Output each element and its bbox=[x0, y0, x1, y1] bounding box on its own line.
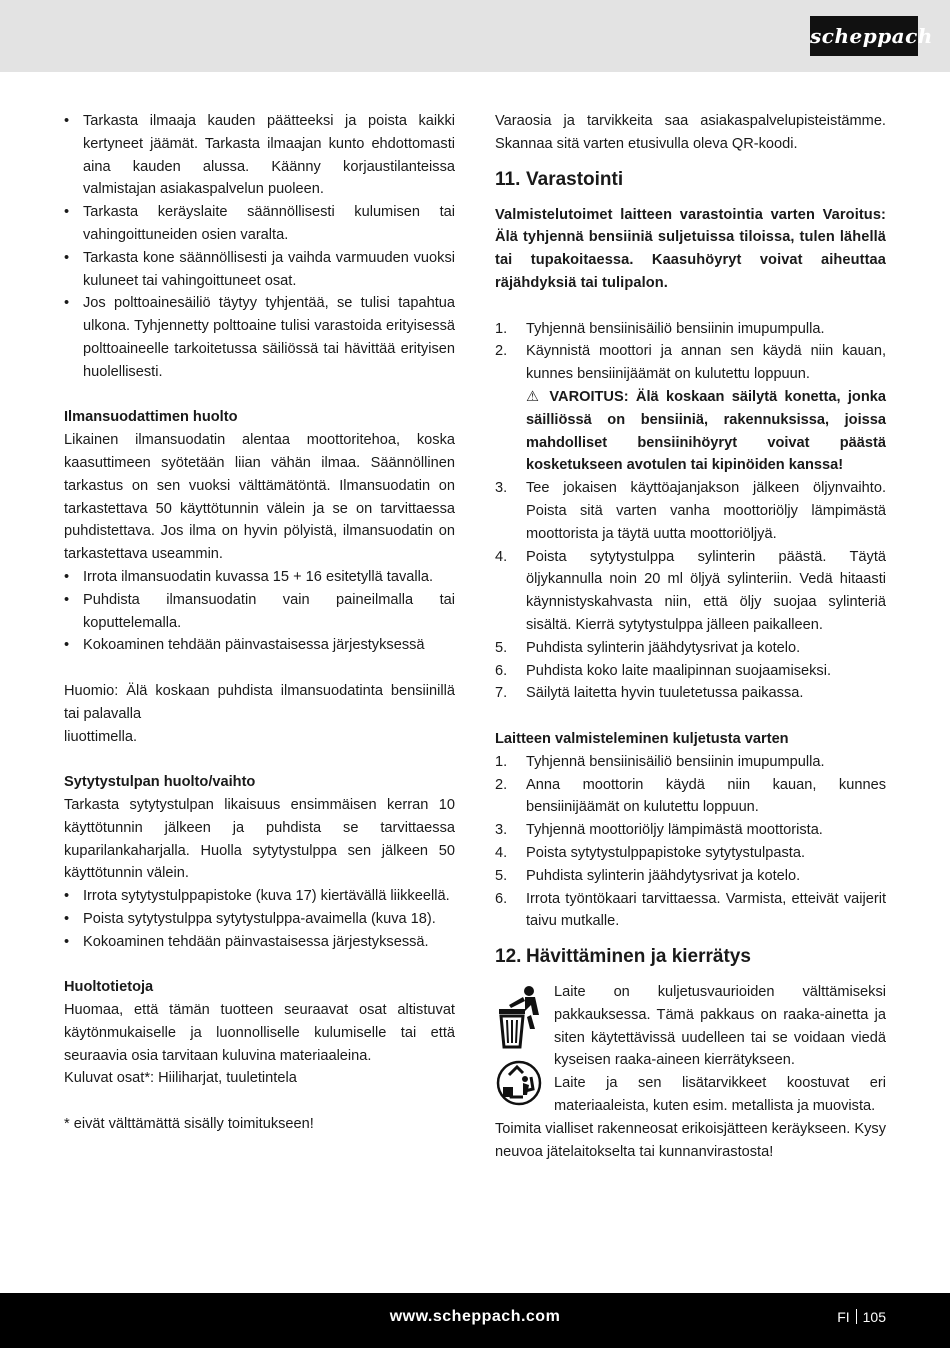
step-number: 5. bbox=[495, 639, 508, 656]
list-item: • Kokoaminen tehdään päinvastaisessa järjestyksessä. bbox=[64, 931, 455, 954]
list-item bbox=[495, 888, 886, 934]
step-text: Tyhjennä bensiinisäiliö bensiinin imupumpulla. bbox=[526, 320, 825, 337]
list-item: • Jos polttoainesäiliö täytyy tyhjentää, se tulisi tapahtua ulkona. Tyhjennetty polttoaine tulisi varastoida erityisessä polttoaineelle tarkoitetussa säiliössä tai hävittää erityisen huolellisesti. bbox=[64, 292, 455, 383]
footnote: * eivät välttämättä sisälly toimitukseen! bbox=[64, 1116, 314, 1133]
list-item bbox=[495, 660, 886, 683]
wear-parts: Kuluvat osat*: Hiiliharjat, tuuletintela bbox=[64, 1070, 297, 1087]
warning-icon: ⚠ bbox=[526, 388, 540, 405]
paragraph: Huomaa, että tämän tuotteen seuraavat osat altistuvat käytönmukaiselle ja luonnolliselle kulumiselle tai että seuraavia osia tarvitaan kuluvina materiaaleina. bbox=[64, 1002, 455, 1064]
step-number: 2. bbox=[495, 776, 508, 793]
paragraph: Likainen ilmansuodatin alentaa moottoritehoa, koska kaasuttimeen syötetään liian vähän ilmaa. Säännöllinen tarkastus on sen vuoksi välttämätöntä. Ilmansuodatin on tarkastettava 50 käyttötunnin välein ja se on tarvittaessa puhdistettava. Jos ilma on hyvin pölyistä, ilmansuodatin on tarkastettava useammin. bbox=[64, 432, 455, 563]
section-title-disposal bbox=[495, 944, 886, 970]
step-number: 2. bbox=[495, 343, 508, 360]
section-heading-service: Huoltotietoja bbox=[64, 979, 154, 996]
step-text: Tee jokaisen käyttöajanjakson jälkeen öljynvaihto. Poista sitä varten vanha moottoriöljy lämpimästä moottorista ja täytä uutta moottoriöljyä. bbox=[526, 480, 886, 542]
step-number: 6. bbox=[495, 662, 508, 679]
storage-intro: Valmistelutoimet laitteen varastointia varten Varoitus: Älä tyhjennä bensiiniä suljetuissa tiloissa, tulen lähellä tai tupakoitaessa. Kaasuhöyryt voivat aiheuttaa räjähdyksiä tai tulipalon. bbox=[495, 206, 886, 291]
list-item bbox=[495, 637, 886, 660]
separator bbox=[856, 1309, 857, 1324]
left-column bbox=[64, 110, 455, 1136]
section-heading-spark-plug: Sytytystulpan huolto/vaihto bbox=[64, 774, 256, 791]
step-text: Poista sytytystulppapistoke sytytystulpasta. bbox=[526, 844, 806, 861]
step-text: Käynnistä moottori ja annan sen käydä niin kauan, kunnes bensiinijäämät on kulutettu loppuun. bbox=[526, 343, 886, 383]
step-number: 3. bbox=[495, 822, 508, 839]
list-item: • Poista sytytystulppa sytytystulppa-avaimella (kuva 18). bbox=[64, 908, 455, 931]
step-number: 1. bbox=[495, 320, 508, 337]
list-item bbox=[495, 842, 886, 865]
recycle-icon bbox=[495, 1059, 545, 1107]
step-number: 4. bbox=[495, 844, 508, 861]
step-text: Tyhjennä bensiinisäiliö bensiinin imupumpulla. bbox=[526, 753, 825, 770]
step-text: Säilytä laitetta hyvin tuuletetussa paikassa. bbox=[526, 685, 804, 702]
paragraph: Tarkasta sytytystulpan likaisuus ensimmäisen kerran 10 käyttötunnin jälkeen ja puhdista se tarvittaessa kuparilankaharjalla. Huolla sytytystulppa sen jälkeen 50 käyttötunnin välein. bbox=[64, 796, 455, 882]
step-text: Irrota työntökaari tarvittaessa. Varmista, etteivät vaijerit taivu mutkalle. bbox=[526, 890, 886, 930]
section-title-text: Varastointi bbox=[526, 168, 624, 190]
list-item bbox=[495, 819, 886, 842]
page-number-value: 105 bbox=[862, 1309, 886, 1325]
page-header bbox=[0, 0, 950, 72]
list-item: • Tarkasta kone säännöllisesti ja vaihda varmuuden vuoksi kuluneet tai vahingoittuneet osat. bbox=[64, 247, 455, 293]
list-item bbox=[495, 682, 886, 705]
paragraph-note-end: liuottimella. bbox=[64, 728, 137, 745]
list-item bbox=[495, 546, 886, 637]
paragraph: Toimita vialliset rakenneosat erikoisjätteen keräykseen. Kysy neuvoa jätelaitokselta tai kunnanvirastosta! bbox=[495, 1120, 886, 1160]
step-number: 1. bbox=[495, 753, 508, 770]
step-number: 7. bbox=[495, 685, 508, 702]
list-item: • Irrota ilmansuodatin kuvassa 15 + 16 esitetyllä tavalla. bbox=[64, 566, 455, 589]
step-text: Poista sytytystulppa sylinterin päästä. Täytä öljykannulla noin 20 ml öljyä sylinteriin. Vedä hitaasti käynnistyskahvasta niin, että öljy suojaa sylinteriä sisältä. Kierrä sytytystulppa jälleen paikalleen. bbox=[526, 548, 886, 633]
list-item bbox=[495, 774, 886, 820]
page-number bbox=[837, 1309, 886, 1325]
section-title-storage bbox=[495, 167, 886, 193]
paragraph-note: Huomio: Älä koskaan puhdista ilmansuodatinta bensiinillä tai palavalla bbox=[64, 682, 455, 722]
list-item bbox=[495, 318, 886, 341]
section-number: 12. bbox=[495, 946, 522, 968]
paragraph-spare-parts: Varaosia ja tarvikkeita saa asiakaspalvelupisteistämme. Skannaa sitä varten etusivulla oleva QR-koodi. bbox=[495, 113, 886, 152]
right-column bbox=[495, 110, 886, 1163]
warning-text: VAROITUS: Älä koskaan säilytä konetta, jonka säilliössä on bensiiniä, rakennuksissa, joissa mahdolliset bensiinihöyryt voivat päästä kosketukseen avotulen tai kipinöiden kanssa! bbox=[526, 388, 886, 474]
list-item: • Tarkasta keräyslaite säännöllisesti kulumisen tai vahingoittuneiden osien varalta. bbox=[64, 201, 455, 247]
list-item bbox=[495, 751, 886, 774]
step-number: 6. bbox=[495, 890, 508, 907]
bin-disposal-icon bbox=[495, 985, 545, 1049]
list-item bbox=[495, 865, 886, 888]
section-heading-transport: Laitteen valmisteleminen kuljetusta varten bbox=[495, 730, 789, 747]
website-link[interactable]: www.scheppach.com bbox=[389, 1308, 561, 1325]
list-item: • Irrota sytytystulppapistoke (kuva 17) kiertävällä liikkeellä. bbox=[64, 885, 455, 908]
language-code: FI bbox=[837, 1309, 850, 1325]
list-item: • Kokoaminen tehdään päinvastaisessa järjestyksessä bbox=[64, 634, 455, 657]
step-text: Anna moottorin käydä niin kauan, kunnes bensiinijäämät on kulutettu loppuun. bbox=[526, 776, 886, 816]
brand-logo: scheppach bbox=[810, 16, 918, 56]
paragraph: Laite ja sen lisätarvikkeet koostuvat eri materiaaleista, kuten esim. metallista ja muovista. bbox=[554, 1075, 886, 1115]
section-title-text: Hävittäminen ja kierrätys bbox=[526, 946, 751, 968]
list-item bbox=[495, 340, 886, 386]
list-item bbox=[495, 477, 886, 545]
list-item: • Puhdista ilmansuodatin vain paineilmalla tai koputtelemalla. bbox=[64, 589, 455, 635]
step-number: 4. bbox=[495, 548, 508, 565]
section-heading-air-filter: Ilmansuodattimen huolto bbox=[64, 409, 238, 426]
step-text: Tyhjennä moottoriöljy lämpimästä moottorista. bbox=[526, 822, 823, 839]
step-text: Puhdista sylinterin jäähdytysrivat ja kotelo. bbox=[526, 867, 801, 884]
step-text: Puhdista koko laite maalipinnan suojaamiseksi. bbox=[526, 662, 832, 679]
page-footer bbox=[0, 1293, 950, 1348]
disposal-icons bbox=[495, 985, 547, 1117]
disposal-block bbox=[495, 981, 886, 1163]
step-number: 3. bbox=[495, 480, 508, 497]
section-number: 11. bbox=[495, 168, 521, 190]
paragraph: Laite on kuljetusvaurioiden välttämiseksi pakkauksessa. Tämä pakkaus on raaka-ainetta ja siten käytettävissä uudelleen tai se voidaan viedä kyseisen raaka-aineen kierrätykseen. bbox=[554, 984, 886, 1069]
warning-block bbox=[495, 386, 886, 477]
step-text: Puhdista sylinterin jäähdytysrivat ja kotelo. bbox=[526, 639, 801, 656]
list-item: • Tarkasta ilmaaja kauden päätteeksi ja poista kaikki kertyneet jäämät. Tarkasta ilmaajan kunto ehdottomasti aina kauden alussa. Käänny korjaustilanteissa valmistajan asiakaspalvelun puoleen. bbox=[64, 110, 455, 201]
step-number: 5. bbox=[495, 867, 508, 884]
